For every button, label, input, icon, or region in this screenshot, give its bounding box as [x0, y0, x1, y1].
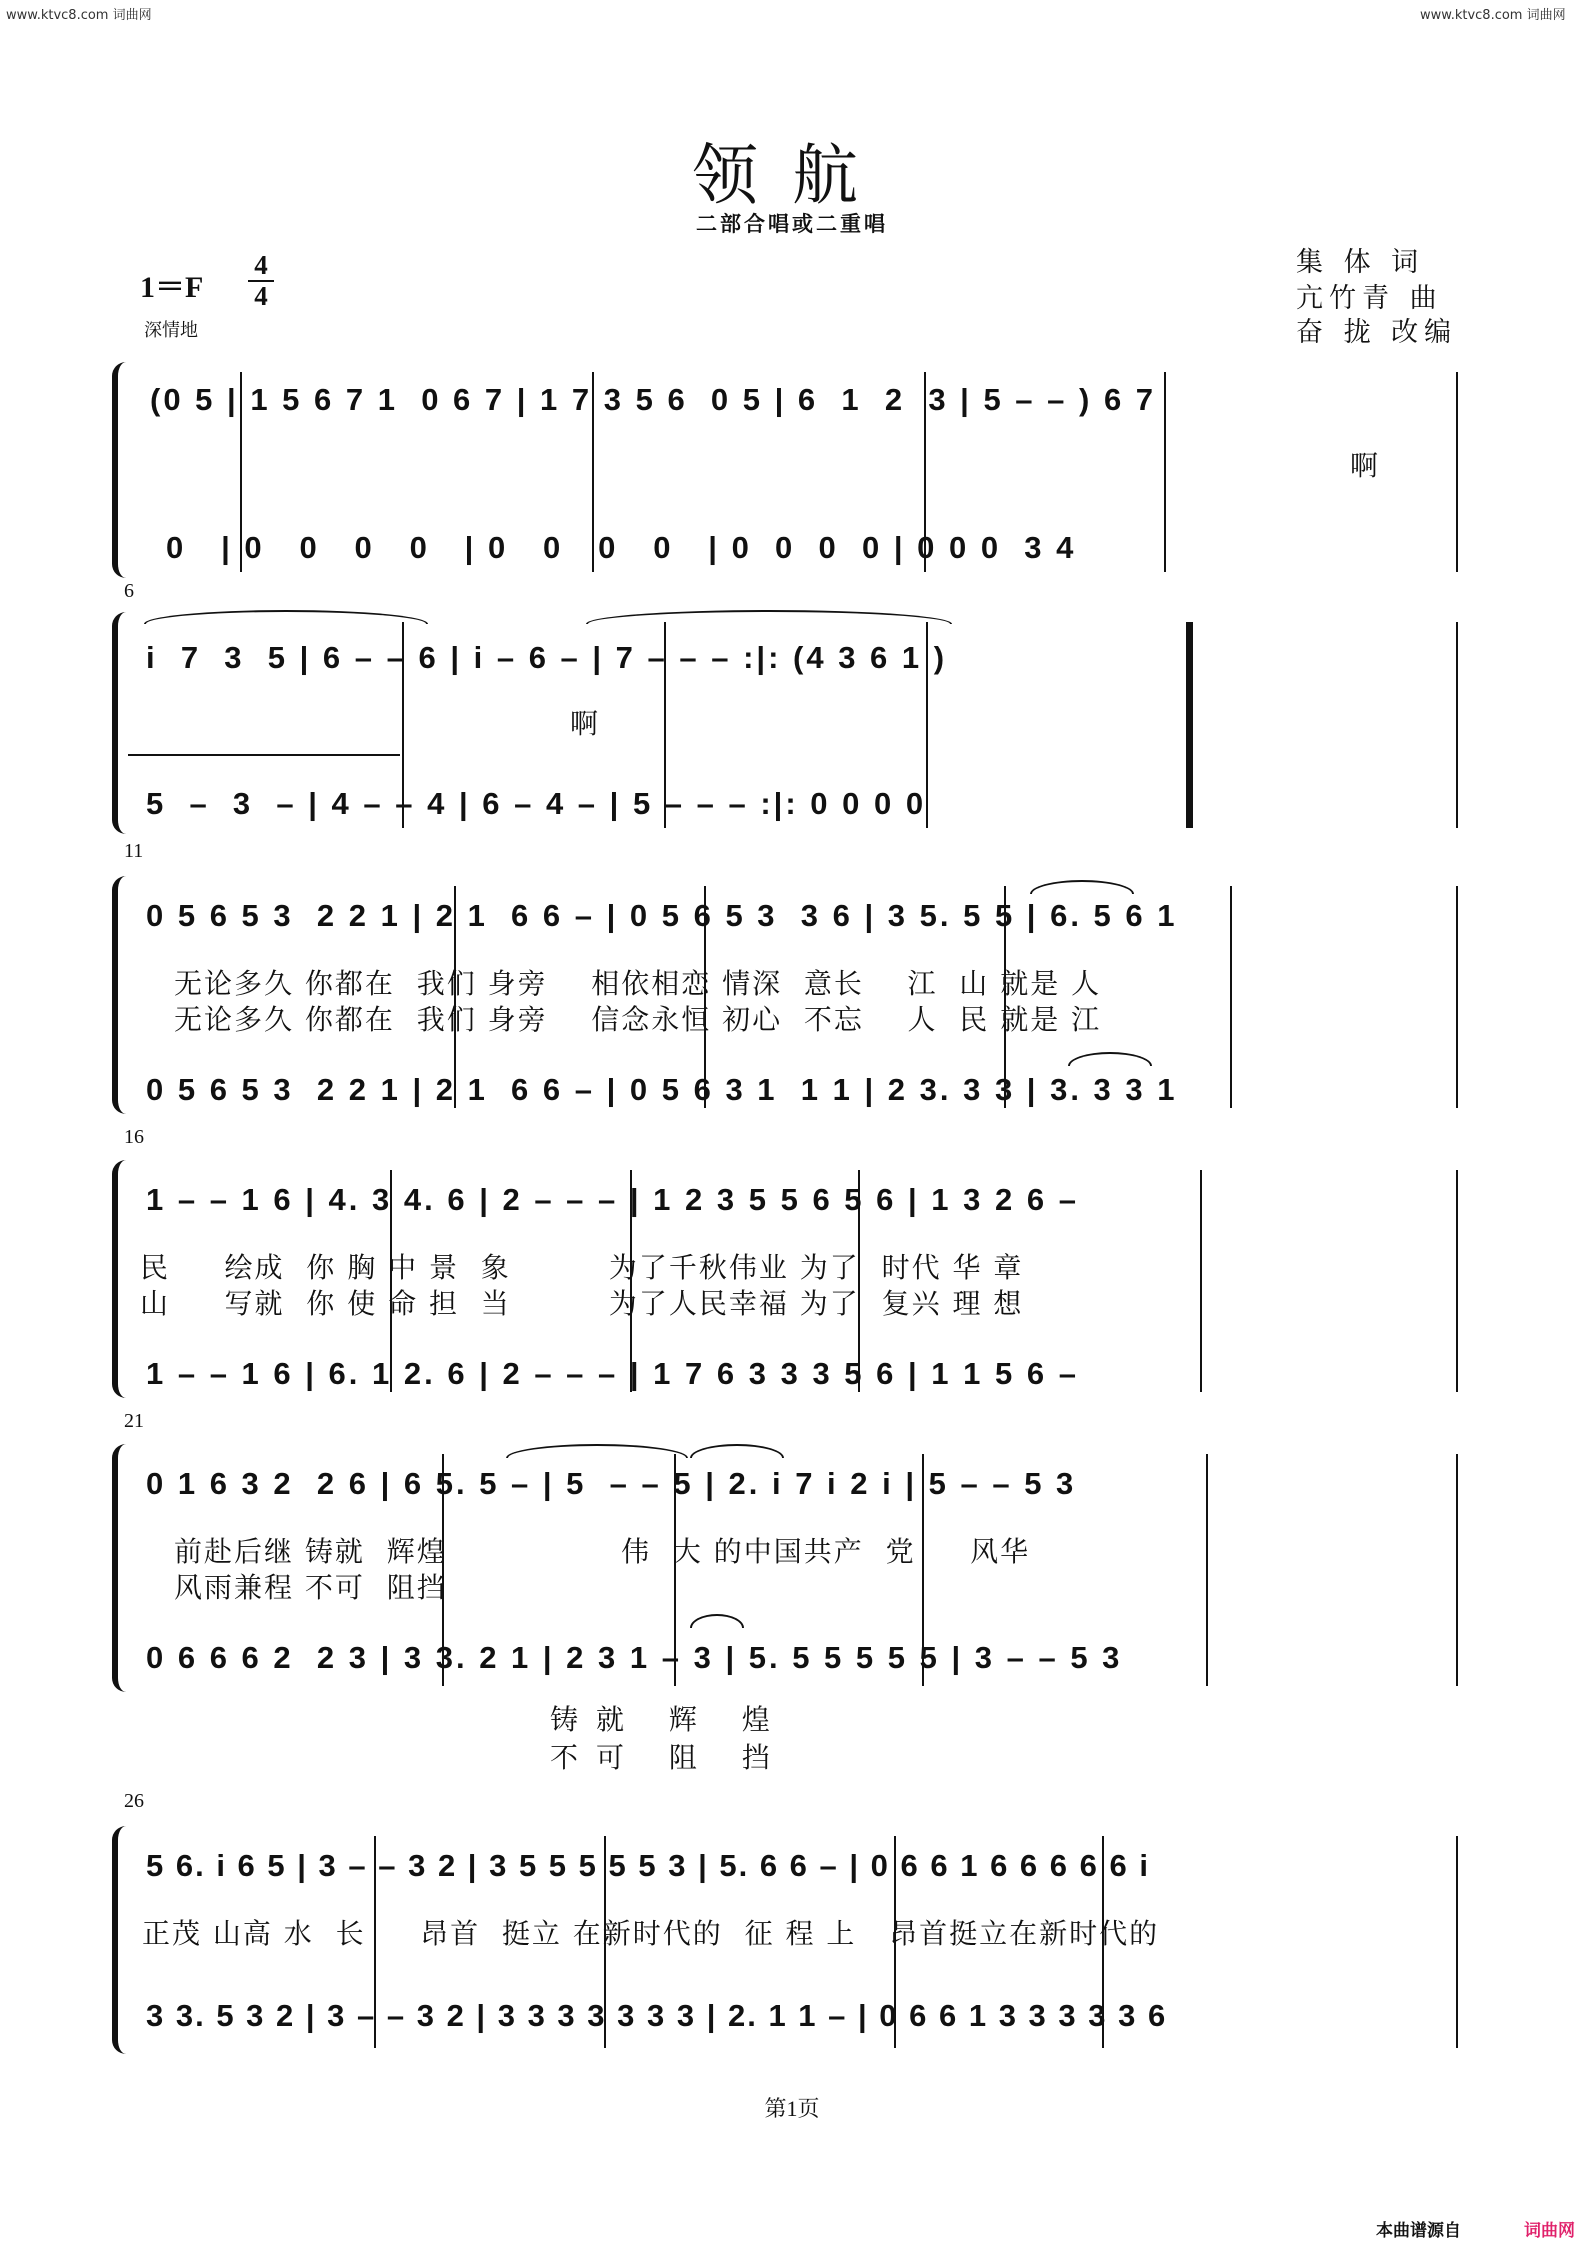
system-brace	[112, 362, 126, 578]
system-brace	[112, 1160, 126, 1398]
credit-composer: 亢竹青 曲	[1296, 283, 1443, 314]
barline	[1456, 372, 1458, 572]
key-signature: 1＝F	[140, 271, 204, 304]
slur	[506, 1444, 688, 1458]
slur	[690, 1444, 784, 1458]
barline	[1230, 886, 1232, 1108]
time-signature-bottom: 4	[254, 281, 268, 311]
source-label: 本曲谱源自	[1376, 2221, 1461, 2241]
page-title: 领航	[692, 137, 892, 214]
upper-voice-notes: (0 5 | 1 5 6 7 1 0 6 7 | 1 7 3 5 6 0 5 | 6 1 2 3 | 5 – – ) 6 7	[150, 382, 1157, 417]
measure-number: 6	[124, 580, 134, 602]
slur	[586, 610, 952, 624]
upper-voice-lyric-verse-1: 民 绘成 你 胸 中 景 象 为了千秋伟业 为了 时代 华 章	[140, 1251, 1024, 1284]
barline	[1456, 1836, 1458, 2048]
system-brace	[112, 612, 126, 834]
barline	[1456, 1454, 1458, 1686]
lower-voice-notes: 0 5 6 5 3 2 2 1 | 2 1 6 6 – | 0 5 6 3 1 1 1 | 2 3. 3 3 | 3. 3 3 1	[146, 1072, 1178, 1107]
measure-number: 16	[124, 1126, 144, 1148]
measure-number: 26	[124, 1790, 144, 1812]
system-brace	[112, 876, 126, 1114]
upper-voice-lyric-verse-1: 无论多久 你都在 我们 身旁 相依相恋 情深 意长 江 山 就是 人	[174, 967, 1102, 1000]
upper-voice-lyric-verse-2: 山 写就 你 使 命 担 当 为了人民幸福 为了 复兴 理 想	[140, 1287, 1024, 1320]
lower-voice-notes: 0 | 0 0 0 0 | 0 0 0 0 | 0 0 0 0 | 0 0 0 3 4	[166, 530, 1077, 565]
page-subtitle: 二部合唱或二重唱	[696, 212, 888, 236]
barline	[1206, 1454, 1208, 1686]
slur	[1030, 880, 1134, 894]
upper-voice-lyric-verse-2: 无论多久 你都在 我们 身旁 信念永恒 初心 不忘 人 民 就是 江	[174, 1003, 1102, 1036]
slur	[144, 610, 428, 624]
time-signature	[248, 252, 274, 310]
credit-arranger: 奋 拢 改编	[1296, 317, 1458, 348]
upper-voice-lyric: 啊	[570, 707, 601, 740]
upper-voice-lyric-verse-1: 前赴后继 铸就 辉煌 伟 大 的中国共产 党 风华	[174, 1535, 1031, 1568]
tempo-marking: 深情地	[144, 320, 198, 341]
upper-voice-notes: 5 6. i 6 5 | 3 – – 3 2 | 3 5 5 5 5 5 3 | 5. 6 6 – | 0 6 6 1 6 6 6 6 6 i	[146, 1848, 1150, 1883]
upper-voice-notes: i 7 3 5 | 6 – – 6 | i – 6 – | 7 – – – :|: (4 3 6 1 )	[146, 640, 948, 675]
upper-voice-notes: 0 5 6 5 3 2 2 1 | 2 1 6 6 – | 0 5 6 5 3 3 6 | 3 5. 5 5 | 6. 5 6 1	[146, 898, 1178, 933]
upper-voice-notes: 0 1 6 3 2 2 6 | 6 5. 5 – | 5 – – 5 | 2. i 7 i 2 i | 5 – – 5 3	[146, 1466, 1077, 1501]
barline	[1200, 1170, 1202, 1392]
system-brace	[112, 1444, 126, 1692]
barline	[1456, 1170, 1458, 1392]
measure-number: 21	[124, 1410, 144, 1432]
lower-voice-notes: 0 6 6 6 2 2 3 | 3 3. 2 1 | 2 3 1 – 3 | 5. 5 5 5 5 5 | 3 – – 5 3	[146, 1640, 1123, 1675]
repeat-barline	[1186, 622, 1193, 828]
measure-number: 11	[124, 840, 144, 862]
page-number: 第1页	[764, 2096, 820, 2121]
slur	[1068, 1052, 1152, 1066]
time-signature-top: 4	[254, 250, 268, 280]
slur	[690, 1614, 744, 1628]
lower-voice-notes: 5 – 3 – | 4 – – 4 | 6 – 4 – | 5 – – – :|: 0 0 0 0	[146, 786, 927, 821]
watermark-left: www.ktvc8.com 词曲网	[6, 8, 152, 23]
system-brace	[112, 1826, 126, 2054]
lower-voice-notes: 1 – – 1 6 | 6. 1 2. 6 | 2 – – – | 1 7 6 3 3 3 5 6 | 1 1 5 6 –	[146, 1356, 1079, 1391]
credit-lyricist: 集 体 词	[1296, 247, 1425, 278]
lower-voice-lyric-verse-1: 铸就 辉 煌	[550, 1703, 788, 1736]
divider-line	[128, 754, 400, 756]
upper-voice-lyric-verse-2: 风雨兼程 不可 阻挡	[174, 1571, 447, 1604]
site-logo[interactable]: 词曲网	[1524, 2221, 1575, 2241]
upper-voice-notes: 1 – – 1 6 | 4. 3 4. 6 | 2 – – – | 1 2 3 5 5 6 5 6 | 1 3 2 6 –	[146, 1182, 1079, 1217]
barline	[1456, 886, 1458, 1108]
watermark-right: www.ktvc8.com 词曲网	[1420, 8, 1566, 23]
upper-voice-lyric: 正茂 山高 水 长 昂首 挺立 在新时代的 征 程 上 昂首挺立在新时代的	[142, 1917, 1160, 1950]
lower-voice-lyric-verse-2: 不可 阻 挡	[550, 1741, 788, 1774]
barline	[1456, 622, 1458, 828]
upper-voice-lyric: 啊	[1350, 449, 1381, 482]
lower-voice-notes: 3 3. 5 3 2 | 3 – – 3 2 | 3 3 3 3 3 3 3 | 2. 1 1 – | 0 6 6 1 3 3 3 3 3 6	[146, 1998, 1168, 2033]
barline	[1164, 372, 1166, 572]
